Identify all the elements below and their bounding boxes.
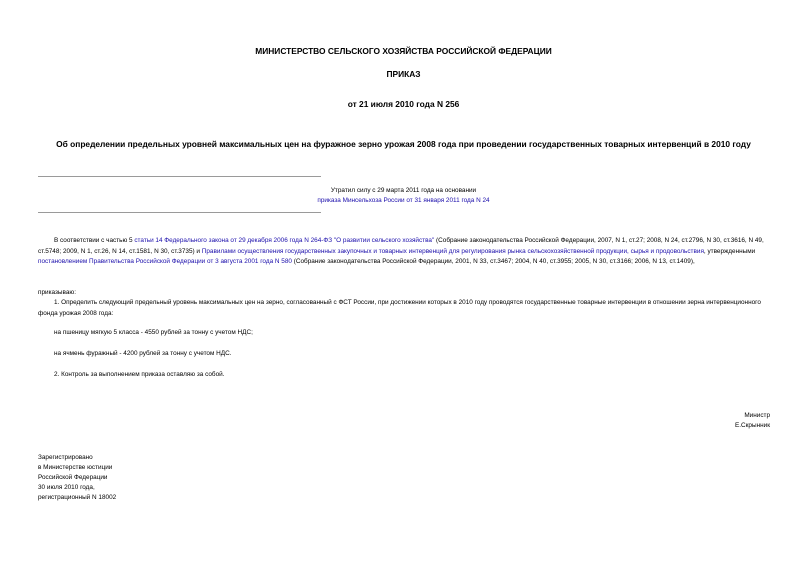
preamble-text-2: (Собрание законодательства Российской Федерации, 2007, N 1, ст.27; 2008, N 24, ст.2796, N 30, ст.3616, N 49, ст.5748; 2009, N 1, ст.26, N 14, ст.1581, N 30, ст.3735) и — [38, 237, 764, 255]
doc-type-heading: ПРИКАЗ — [386, 69, 421, 79]
registration-line-3: Российской Федерации — [38, 474, 108, 481]
item-barley: на ячмень фуражный - 4200 рублей за тонну с учетом НДС. — [54, 350, 232, 357]
registration-line-5: регистрационный N 18002 — [38, 494, 117, 501]
bottom-divider — [38, 212, 321, 213]
item-wheat: на пшеницу мягкую 5 класса - 4550 рублей за тонну с учетом НДС; — [54, 329, 253, 336]
item-1: 1. Определить следующий предельный уровень максимальных цен на зерно, согласованный с ФСТ России, при достижении которых в 2010 году проводятся государственные товарные интервенции в отношении зерна интервенционного фонда урожая 2008 года: — [38, 299, 761, 317]
registration-block — [38, 453, 116, 503]
signature-name: Е.Скрынник — [734, 422, 770, 429]
preamble-paragraph — [38, 236, 770, 268]
date-number-heading: от 21 июля 2010 года N 256 — [347, 99, 460, 109]
registration-line-1: Зарегистрировано — [38, 454, 93, 461]
registration-line-4: 30 июля 2010 года, — [38, 484, 95, 491]
signature-position: Министр — [744, 412, 770, 419]
preamble-text-3: , утвержденными — [703, 247, 756, 255]
ministry-heading: МИНИСТЕРСТВО СЕЛЬСКОГО ХОЗЯЙСТВА РОССИЙСКОЙ ФЕДЕРАЦИИ — [255, 46, 552, 56]
rules-link[interactable]: Правилами осуществления государственных закупочных и товарных интервенций для регулирования рынка сельскохозяйственной продукции, сырья и продовольствия — [201, 247, 704, 255]
document-title: Об определении предельных уровней максимальных цен на фуражное зерно урожая 2008 года при проведении государственных товарных интервенций в 2010 году — [56, 139, 751, 149]
registration-line-2: в Министерстве юстиции — [38, 464, 113, 471]
preamble-text-1: В соответствии с частью 5 — [54, 237, 135, 244]
top-divider — [38, 176, 321, 177]
order-word: приказываю: — [38, 289, 76, 296]
status-note: Утратил силу с 29 марта 2011 года на основании — [330, 187, 477, 194]
law-link[interactable]: статьи 14 Федерального закона от 29 декабря 2006 года N 264-ФЗ "О развитии сельского хозяйства" — [134, 237, 435, 244]
status-note-link[interactable]: приказа Минсельхоза России от 31 января 2011 года N 24 — [317, 197, 490, 204]
resolution-link[interactable]: постановлением Правительства Российской Федерации от 3 августа 2001 года N 580 — [38, 258, 292, 265]
preamble-text-4: (Собрание законодательства Российской Федерации, 2001, N 33, ст.3467; 2004, N 40, ст.3955; 2005, N 30, ст.3166; 2006, N 13, ст.1409), — [291, 258, 695, 265]
item-2: 2. Контроль за выполнением приказа оставляю за собой. — [54, 371, 225, 378]
